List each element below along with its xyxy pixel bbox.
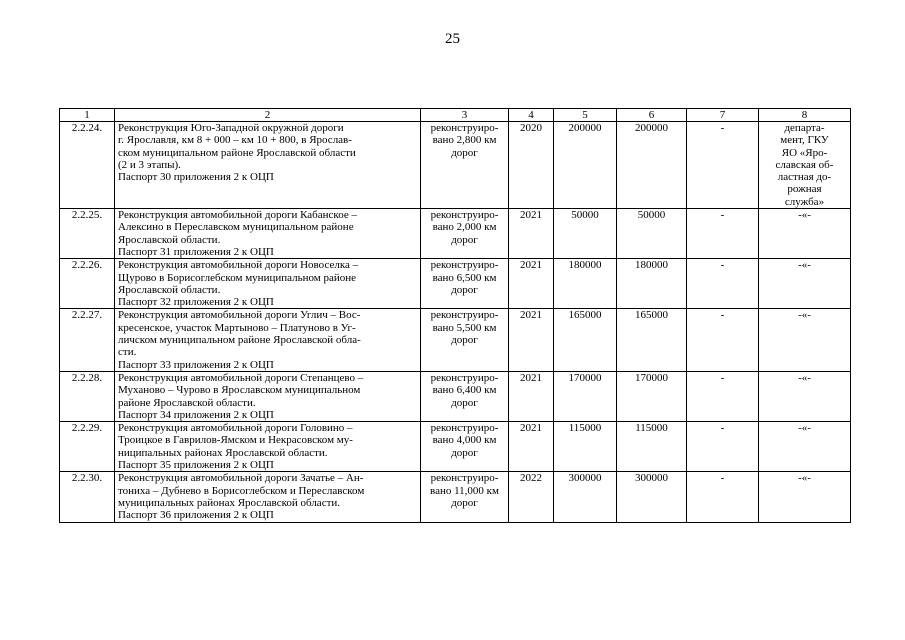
executor-cell-line: -«- (798, 209, 811, 222)
item-name-cell-line: Реконструкция Юго-Западной окружной дороги (118, 122, 344, 134)
table-row (60, 422, 851, 472)
item-name-cell-line: Троицкое в Гаврилов-Ямском и Некрасовском му- (118, 434, 353, 447)
amount-cell-5: 165000 (554, 309, 617, 371)
table-body (60, 109, 851, 523)
result-cell-line: вано 4,000 км (432, 434, 497, 447)
item-name-cell-line: личском муниципальном районе Ярославской обла- (118, 334, 361, 347)
amount-cell-6: 300000 (617, 472, 687, 522)
item-name-cell-line: Реконструкция автомобильной дороги Новоселка – (118, 259, 359, 272)
item-code-cell: 2.2.27. (60, 309, 115, 371)
item-name-cell (115, 209, 421, 259)
item-name-cell-line: кресенское, участок Мартыново – Платуново в Уг- (118, 321, 356, 334)
item-name-cell-line: муниципальных районах Ярославской области. (118, 496, 341, 509)
column-header: 2 (115, 109, 421, 122)
year-cell: 2021 (509, 259, 554, 309)
column-header: 6 (617, 109, 687, 122)
result-cell-line: дорог (451, 446, 478, 459)
executor-cell-line: мент, ГКУ (780, 134, 829, 147)
item-name-cell-line: Паспорт 34 приложения 2 к ОЦП (118, 408, 274, 421)
executor-cell-line: славская об- (775, 158, 834, 171)
item-name-cell (115, 472, 421, 522)
item-name-cell-line: Алексино в Переславском муниципальном районе (118, 221, 354, 234)
item-name-cell-line: Ярославской области. (118, 233, 221, 246)
table-row (60, 309, 851, 371)
item-name-cell (115, 309, 421, 371)
amount-cell-6: 115000 (617, 422, 687, 472)
item-code-cell: 2.2.29. (60, 422, 115, 472)
item-name-cell-line: Ярославской области. (118, 283, 221, 296)
item-name-cell-line: тониха – Дубнево в Борисоглебском и Переславском (118, 484, 365, 497)
year-cell: 2021 (509, 371, 554, 421)
result-cell (421, 422, 509, 472)
amount-cell-7: - (687, 259, 759, 309)
year-cell: 2021 (509, 309, 554, 371)
result-cell-line: вано 2,000 км (432, 221, 497, 234)
item-name-cell-line: Реконструкция автомобильной дороги Кабанское – (118, 209, 357, 222)
table-header-row (60, 109, 851, 122)
table-row (60, 371, 851, 421)
item-name-cell-line: Паспорт 32 приложения 2 к ОЦП (118, 296, 274, 309)
amount-cell-5: 200000 (554, 122, 617, 209)
executor-cell (759, 422, 851, 472)
executor-cell-line: служба» (784, 195, 825, 208)
executor-cell-line: -«- (798, 371, 811, 384)
amount-cell-7: - (687, 472, 759, 522)
executor-cell (759, 259, 851, 309)
item-name-cell (115, 259, 421, 309)
item-name-cell-line: Паспорт 35 приложения 2 к ОЦП (118, 459, 274, 472)
item-code-cell: 2.2.30. (60, 472, 115, 522)
amount-cell-6: 200000 (617, 122, 687, 209)
column-header: 4 (509, 109, 554, 122)
amount-cell-5: 50000 (554, 209, 617, 259)
result-cell-line: реконструиро- (430, 209, 499, 222)
amount-cell-5: 180000 (554, 259, 617, 309)
item-code-cell: 2.2.25. (60, 209, 115, 259)
amount-cell-7: - (687, 122, 759, 209)
executor-cell-line: рожная (787, 183, 822, 196)
amount-cell-5: 170000 (554, 371, 617, 421)
year-cell: 2020 (509, 122, 554, 209)
amount-cell-5: 300000 (554, 472, 617, 522)
item-name-cell-line: сти. (118, 346, 137, 359)
result-cell-line: вано 6,400 км (432, 384, 497, 397)
result-cell-line: дорог (451, 146, 478, 159)
column-header: 3 (421, 109, 509, 122)
result-cell (421, 371, 509, 421)
executor-cell (759, 209, 851, 259)
page-number: 25 (445, 31, 460, 47)
year-cell: 2021 (509, 422, 554, 472)
result-cell-line: дорог (451, 233, 478, 246)
amount-cell-6: 50000 (617, 209, 687, 259)
result-cell-line: реконструиро- (430, 122, 499, 134)
result-cell (421, 472, 509, 522)
executor-cell-line: -«- (798, 472, 811, 485)
executor-cell (759, 371, 851, 421)
amount-cell-7: - (687, 371, 759, 421)
result-cell-line: дорог (451, 334, 478, 347)
item-name-cell-line: Паспорт 31 приложения 2 к ОЦП (118, 245, 274, 258)
item-name-cell-line: Паспорт 30 приложения 2 к ОЦП (118, 171, 274, 184)
item-code-cell: 2.2.26. (60, 259, 115, 309)
column-header: 5 (554, 109, 617, 122)
item-name-cell-line: Реконструкция автомобильной дороги Углич – Вос- (118, 309, 361, 322)
result-cell-line: дорог (451, 496, 478, 509)
item-name-cell-line: Реконструкция автомобильной дороги Степанцево – (118, 371, 364, 384)
item-name-cell (115, 371, 421, 421)
amount-cell-6: 180000 (617, 259, 687, 309)
program-table (59, 108, 851, 523)
item-name-cell-line: Реконструкция автомобильной дороги Зачатье – Ан- (118, 472, 364, 485)
result-cell-line: вано 2,800 км (432, 134, 497, 147)
executor-cell-line: департа- (784, 122, 825, 134)
item-name-cell-line: ниципальных районах Ярославской области. (118, 446, 328, 459)
result-cell-line: дорог (451, 396, 478, 409)
executor-cell (759, 122, 851, 209)
year-cell: 2021 (509, 209, 554, 259)
result-cell (421, 309, 509, 371)
result-cell-line: реконструиро- (430, 371, 499, 384)
executor-cell (759, 472, 851, 522)
executor-cell-line: ЯО «Яро- (781, 146, 828, 159)
result-cell-line: вано 6,500 км (432, 271, 497, 284)
table-row (60, 472, 851, 522)
item-name-cell-line: Паспорт 36 приложения 2 к ОЦП (118, 509, 274, 522)
executor-cell-line: -«- (798, 422, 811, 435)
amount-cell-5: 115000 (554, 422, 617, 472)
result-cell-line: дорог (451, 283, 478, 296)
table-row (60, 209, 851, 259)
item-name-cell-line: Паспорт 33 приложения 2 к ОЦП (118, 358, 274, 371)
item-name-cell-line: районе Ярославской области. (118, 396, 256, 409)
item-name-cell-line: (2 и 3 этапы). (118, 158, 181, 171)
amount-cell-7: - (687, 209, 759, 259)
executor-cell (759, 309, 851, 371)
column-header: 1 (60, 109, 115, 122)
item-name-cell-line: Щурово в Борисоглебском муниципальном районе (118, 271, 357, 284)
item-name-cell-line: Муханово – Чурово в Ярославском муниципальном (118, 384, 361, 397)
result-cell-line: вано 11,000 км (430, 484, 499, 497)
result-cell-line: реконструиро- (430, 472, 499, 485)
result-cell-line: реконструиро- (430, 259, 499, 272)
table-row (60, 122, 851, 209)
amount-cell-6: 165000 (617, 309, 687, 371)
item-code-cell: 2.2.24. (60, 122, 115, 209)
item-code-cell: 2.2.28. (60, 371, 115, 421)
item-name-cell-line: Реконструкция автомобильной дороги Головино – (118, 422, 353, 435)
item-name-cell-line: ском муниципальном районе Ярославской области (118, 146, 356, 159)
result-cell-line: реконструиро- (430, 422, 499, 435)
column-header: 7 (687, 109, 759, 122)
executor-cell-line: -«- (798, 259, 811, 272)
result-cell (421, 122, 509, 209)
table-row (60, 259, 851, 309)
amount-cell-6: 170000 (617, 371, 687, 421)
item-name-cell-line: г. Ярославля, км 8 + 000 – км 10 + 800, в Ярослав- (118, 134, 352, 147)
executor-cell-line: ластная до- (777, 171, 832, 184)
result-cell (421, 209, 509, 259)
result-cell (421, 259, 509, 309)
result-cell-line: реконструиро- (430, 309, 499, 322)
amount-cell-7: - (687, 309, 759, 371)
column-header: 8 (759, 109, 851, 122)
item-name-cell (115, 422, 421, 472)
year-cell: 2022 (509, 472, 554, 522)
item-name-cell (115, 122, 421, 209)
amount-cell-7: - (687, 422, 759, 472)
executor-cell-line: -«- (798, 309, 811, 322)
result-cell-line: вано 5,500 км (432, 321, 497, 334)
